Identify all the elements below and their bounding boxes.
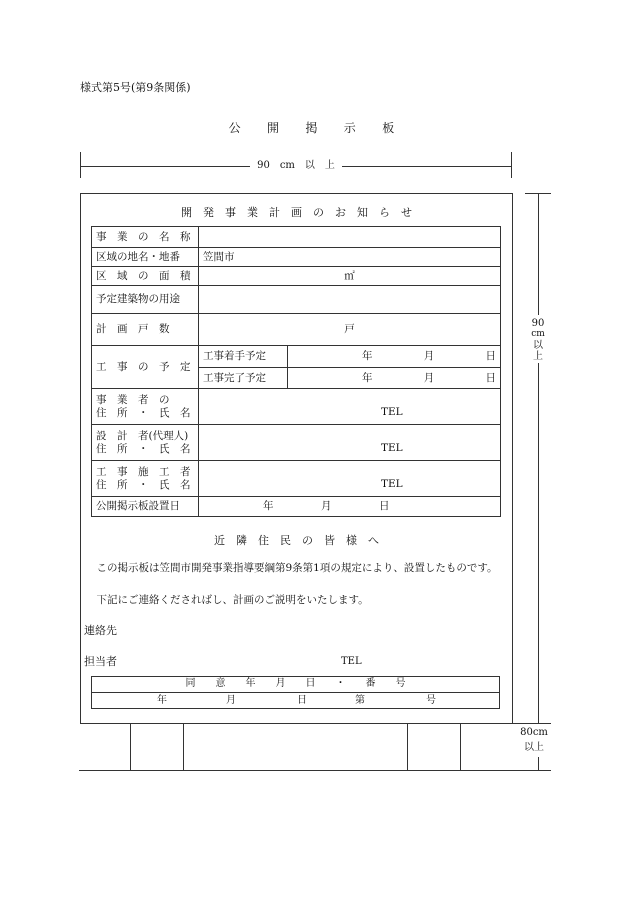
consent-go: 号 bbox=[426, 695, 436, 706]
contact-label: 連絡先 bbox=[84, 624, 117, 637]
table-row bbox=[92, 461, 501, 497]
table-row bbox=[92, 497, 501, 517]
contractor-label-line2: 住 所 ・ 氏 名 bbox=[96, 478, 191, 491]
units-label: 計 画 戸 数 bbox=[92, 314, 199, 346]
end-label: 工事完了予定 bbox=[199, 368, 288, 389]
board-heading: 開 発 事 業 計 画 の お 知 ら せ bbox=[181, 206, 412, 219]
start-label: 工事着手予定 bbox=[199, 346, 288, 368]
date-month: 月 bbox=[423, 371, 435, 384]
name-value bbox=[199, 227, 501, 248]
table-row bbox=[92, 346, 501, 368]
height-line-bottom bbox=[538, 363, 539, 723]
height-tick-bottom bbox=[513, 723, 551, 724]
use-label: 予定建築物の用途 bbox=[92, 286, 199, 314]
date-month: 月 bbox=[423, 350, 435, 362]
page-title: 公 開 掲 示 板 bbox=[228, 121, 402, 135]
designer-value bbox=[199, 425, 501, 461]
consent-divider bbox=[91, 692, 500, 693]
date-month: 月 bbox=[321, 500, 332, 512]
notice-paragraph-2: 下記にご連絡くださればし、計画のご説明をいたします。 bbox=[96, 594, 369, 606]
height-line-top bbox=[538, 193, 539, 315]
table-row bbox=[92, 227, 501, 248]
height-dim-char1: 以 bbox=[533, 340, 543, 351]
consent-year: 年 bbox=[157, 695, 167, 706]
area-unit: ㎡ bbox=[344, 269, 355, 282]
area-value bbox=[199, 267, 501, 286]
date-year: 年 bbox=[263, 500, 274, 512]
contractor-label bbox=[92, 461, 199, 497]
height-dimension-label bbox=[528, 318, 548, 362]
person-tel: TEL bbox=[341, 656, 362, 667]
leg-dim-value: 80cm bbox=[520, 727, 548, 738]
contractor-value bbox=[199, 461, 501, 497]
height-dim-char2: 上 bbox=[533, 351, 543, 362]
consent-month: 月 bbox=[226, 695, 236, 706]
notice-paragraph-1: この掲示板は笠間市開発事業指導要綱第9条第1項の規定により、設置したものです。 bbox=[96, 562, 498, 574]
width-dimension-label: 90 cm 以 上 bbox=[257, 160, 335, 171]
height-dim-value: 90 bbox=[531, 318, 545, 329]
consent-day: 日 bbox=[297, 695, 307, 706]
consent-header: 同 意 年 月 日 ・ 番 号 bbox=[185, 678, 406, 689]
leg-right-outer bbox=[460, 724, 461, 771]
dim-line-right bbox=[342, 166, 512, 167]
table-row bbox=[92, 267, 501, 286]
date-year: 年 bbox=[362, 371, 373, 384]
leg-dim-line bbox=[538, 757, 539, 770]
date-year: 年 bbox=[362, 350, 373, 362]
schedule-label: 工 事 の 予 定 bbox=[92, 346, 199, 389]
developer-label-line1: 事 業 者 の bbox=[96, 393, 170, 406]
developer-value bbox=[199, 389, 501, 425]
posted-label: 公開掲示板設置日 bbox=[92, 497, 199, 517]
info-table bbox=[91, 226, 501, 517]
designer-label bbox=[92, 425, 199, 461]
leg-dimension-label bbox=[517, 727, 551, 754]
contractor-label-line1: 工 事 施 工 者 bbox=[96, 465, 191, 478]
leg-dim-suffix: 以上 bbox=[524, 742, 544, 753]
designer-label-line2: 住 所 ・ 氏 名 bbox=[96, 442, 191, 455]
developer-tel: TEL bbox=[381, 406, 403, 418]
notice-heading: 近 隣 住 民 の 皆 様 へ bbox=[214, 534, 379, 547]
use-value bbox=[199, 286, 501, 314]
table-row bbox=[92, 425, 501, 461]
table-row bbox=[92, 389, 501, 425]
date-day: 日 bbox=[379, 500, 390, 512]
dim-line-left bbox=[80, 166, 250, 167]
units-unit: 戸 bbox=[344, 323, 355, 335]
contractor-tel: TEL bbox=[381, 478, 403, 490]
date-day: 日 bbox=[485, 350, 496, 362]
height-dim-unit: cm bbox=[531, 329, 545, 339]
leg-left-inner bbox=[183, 724, 184, 771]
leg-right-inner bbox=[407, 724, 408, 771]
location-value: 笠間市 bbox=[199, 248, 501, 267]
table-row bbox=[92, 314, 501, 346]
dim-tick-right bbox=[511, 152, 512, 178]
date-day: 日 bbox=[485, 371, 496, 384]
leg-left-outer bbox=[130, 724, 131, 771]
designer-label-line1: 設 計 者(代理人) bbox=[96, 429, 189, 442]
form-number: 様式第5号(第9条関係) bbox=[80, 81, 191, 94]
ground-line bbox=[79, 770, 551, 771]
consent-dai: 第 bbox=[355, 695, 365, 706]
table-row bbox=[92, 248, 501, 267]
developer-label bbox=[92, 389, 199, 425]
units-value bbox=[199, 314, 501, 346]
end-date bbox=[288, 368, 501, 389]
posted-date bbox=[199, 497, 501, 517]
location-label: 区域の地名・地番 bbox=[92, 248, 199, 267]
dim-tick-left bbox=[80, 152, 81, 178]
designer-tel: TEL bbox=[381, 442, 403, 454]
table-row bbox=[92, 286, 501, 314]
developer-label-line2: 住 所 ・ 氏 名 bbox=[96, 406, 191, 419]
area-label: 区 域 の 面 積 bbox=[92, 267, 199, 286]
person-label: 担当者 bbox=[84, 655, 117, 668]
name-label: 事 業 の 名 称 bbox=[92, 227, 199, 248]
start-date bbox=[288, 346, 501, 368]
